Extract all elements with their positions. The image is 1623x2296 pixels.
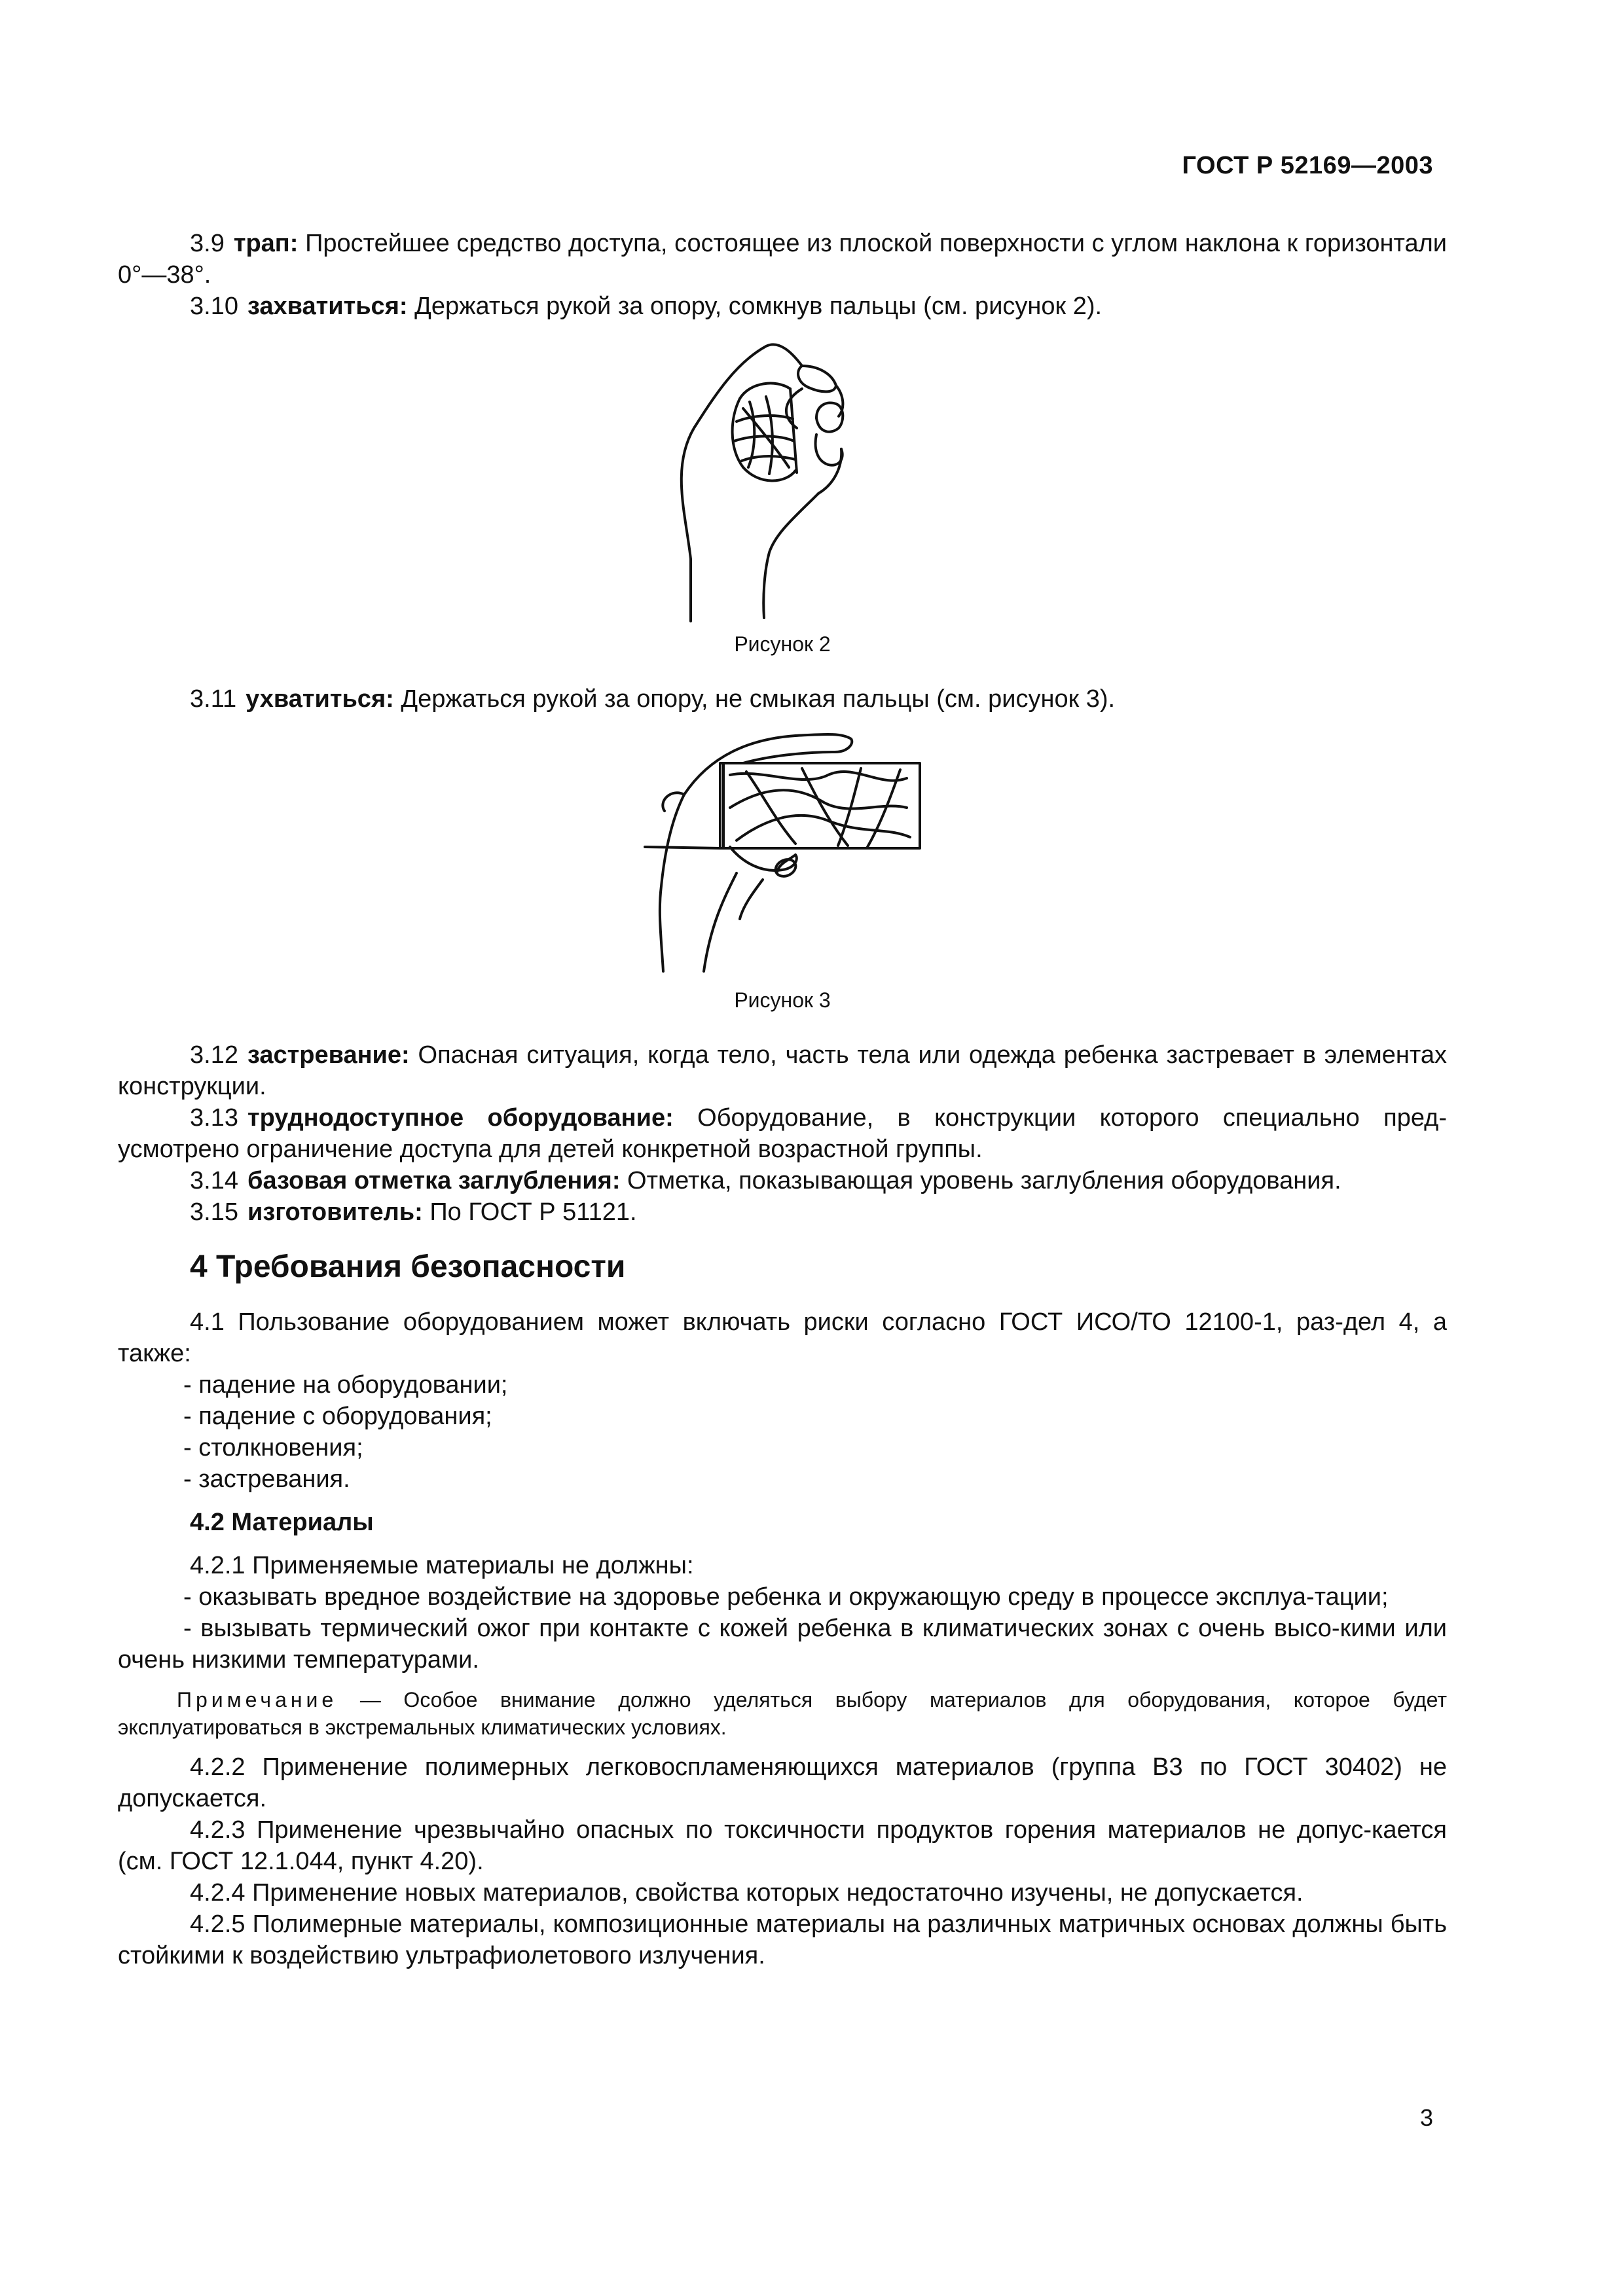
open-grip-hand-illustration — [632, 729, 933, 978]
risk-item: - столкновения; — [183, 1434, 363, 1462]
subsection-4-2-title: 4.2 Материалы — [190, 1509, 374, 1536]
document-code-header: ГОСТ Р 52169—2003 — [1182, 152, 1433, 179]
paragraph-4-2-4: 4.2.4 Применение новых материалов, свойства которых недостаточно изучены, не допускается. — [190, 1879, 1304, 1907]
closed-grip-hand-illustration — [645, 336, 920, 624]
paragraph-4-2-5: 4.2.5 Полимерные материалы, композиционные материалы на различных матричных основах должны быть стойкими к воздействию ультрафиолетового излучения. — [118, 1910, 1447, 1969]
paragraph-4-2-2: 4.2.2 Применение полимерных легковоспламеняющихся материалов (группа В3 по ГОСТ 30402) не допускается. — [118, 1753, 1447, 1812]
material-requirement-item: - вызывать термический ожог при контакте с кожей ребенка в климатических зонах с очень высо-кими или очень низкими температурами. — [118, 1615, 1447, 1674]
definition-3-14: 3.14 базовая отметка заглубления: Отметка, показывающая уровень заглубления оборудования. — [190, 1167, 1341, 1194]
note — [118, 1686, 1447, 1741]
definition-3-15: 3.15 изготовитель: По ГОСТ Р 51121. — [190, 1198, 637, 1226]
page-number: 3 — [1419, 2104, 1433, 2131]
risk-item: - застревания. — [183, 1465, 350, 1493]
figure-3 — [118, 729, 1447, 1013]
definition-3-12: 3.12 застревание: Опасная ситуация, когда тело, часть тела или одежда ребенка застревает в элементах конструкции. — [118, 1041, 1448, 1100]
paragraph-4-2-3: 4.2.3 Применение чрезвычайно опасных по токсичности продуктов горения материалов не допус-кается (см. ГОСТ 12.1.044, пункт 4.20). — [118, 1816, 1447, 1875]
section-4-title: 4 Требования безопасности — [190, 1249, 626, 1284]
paragraph-4-2-1: 4.2.1 Применяемые материалы не должны: — [190, 1552, 694, 1579]
page-content — [118, 228, 1447, 1971]
paragraph-4-1: 4.1 Пользование оборудованием может включать риски согласно ГОСТ ИСО/ТО 12100-1, раз-дел 4, а также: — [118, 1308, 1447, 1367]
definition-3-10: 3.10 захватиться: Держаться рукой за опору, сомкнув пальцы (см. рисунок 2). — [190, 293, 1103, 320]
definition-3-9: 3.9 трап: Простейшее средство доступа, состоящее из плоской поверхности с углом наклона к горизонтали 0°—38°. — [118, 230, 1447, 289]
note-text: — Особое внимание должно уделяться выбору материалов для оборудования, которое будет эксплуатироваться в экстремальных климатических условиях. — [118, 1688, 1448, 1739]
figure-3-caption: Рисунок 3 — [734, 988, 831, 1012]
definition-3-11: 3.11 ухватиться: Держаться рукой за опору, не смыкая пальцы (см. рисунок 3). — [190, 685, 1116, 713]
risk-item: - падение на оборудовании; — [183, 1371, 508, 1399]
figure-2-caption: Рисунок 2 — [734, 632, 831, 656]
material-requirement-item: - оказывать вредное воздействие на здоровье ребенка и окружающую среду в процессе эксплуа-тации; — [183, 1583, 1389, 1611]
note-label: Примечание — [177, 1688, 338, 1712]
figure-2 — [118, 336, 1447, 657]
risk-item: - падение с оборудования; — [183, 1403, 492, 1430]
definition-3-13: 3.13 труднодоступное оборудование: Оборудование, в конструкции которого специально пред-усмотрено ограничение доступа для детей конкретной возрастной группы. — [118, 1104, 1447, 1163]
